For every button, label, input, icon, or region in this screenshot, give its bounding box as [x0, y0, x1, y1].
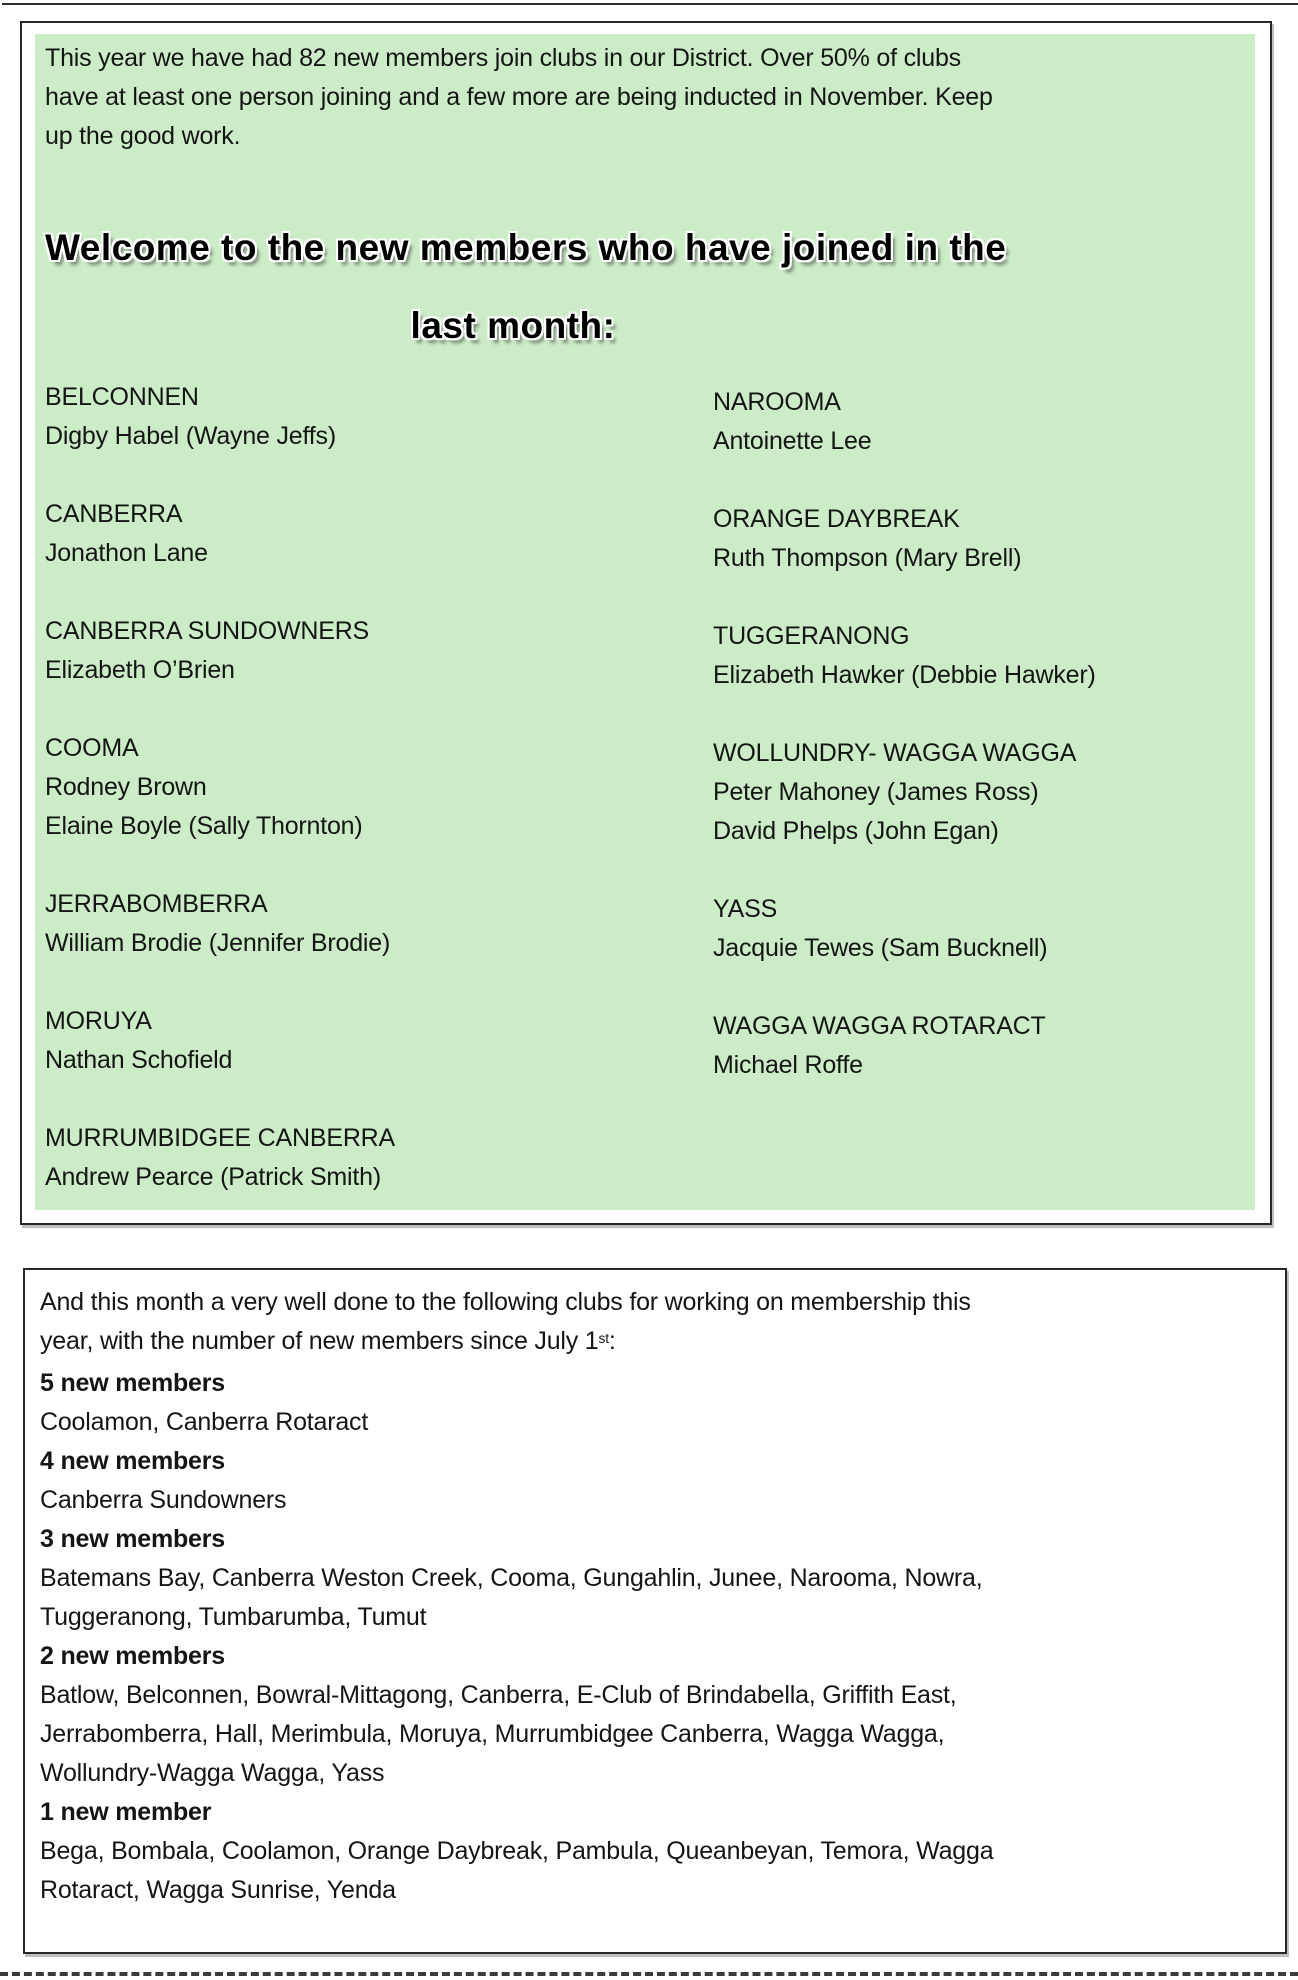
member-name: Elizabeth O’Brien	[45, 656, 235, 684]
club-entry	[713, 383, 1273, 461]
membership-group	[40, 1520, 1270, 1637]
group-clubs-line: Bega, Bombala, Coolamon, Orange Daybreak, Pambula, Queanbeyan, Temora, Wagga	[40, 1837, 994, 1865]
new-members-columns	[45, 378, 1255, 1210]
superscript-st: st	[598, 1330, 609, 1346]
club-name: ORANGE DAYBREAK	[713, 505, 960, 533]
welcome-box-background	[35, 34, 1255, 1210]
top-divider-line	[2, 3, 1298, 5]
group-heading: 1 new member	[40, 1798, 212, 1826]
member-name: Ruth Thompson (Mary Brell)	[713, 544, 1022, 572]
clubs-right-column	[713, 383, 1273, 1124]
club-entry	[713, 617, 1273, 695]
club-name: NAROOMA	[713, 388, 841, 416]
club-name: WOLLUNDRY- WAGGA WAGGA	[713, 739, 1077, 767]
group-clubs-line: Coolamon, Canberra Rotaract	[40, 1408, 369, 1436]
welcome-title-line: last month:	[410, 305, 616, 346]
member-name: Peter Mahoney (James Ross)	[713, 778, 1039, 806]
group-clubs-line: Rotaract, Wagga Sunrise, Yenda	[40, 1876, 396, 1904]
summary-intro-line2-colon: :	[608, 1327, 616, 1355]
club-entry	[713, 734, 1273, 851]
membership-group	[40, 1442, 1270, 1520]
group-heading: 5 new members	[40, 1369, 225, 1397]
member-name: Rodney Brown	[45, 773, 207, 801]
member-name: David Phelps (John Egan)	[713, 817, 999, 845]
club-entry	[713, 500, 1273, 578]
membership-group	[40, 1793, 1270, 1910]
club-name: COOMA	[45, 734, 139, 762]
club-entry	[713, 1007, 1273, 1085]
club-name: BELCONNEN	[45, 383, 199, 411]
club-name: JERRABOMBERRA	[45, 890, 268, 918]
group-clubs-line: Wollundry-Wagga Wagga, Yass	[40, 1759, 385, 1787]
welcome-title	[45, 209, 1007, 365]
membership-group	[40, 1637, 1270, 1793]
club-entry	[45, 1002, 705, 1080]
summary-intro-line2	[40, 1322, 1270, 1364]
welcome-title-line: Welcome to the new members who have joined in the	[45, 227, 1007, 268]
intro-line: have at least one person joining and a few more are being inducted in November. Keep	[45, 83, 993, 111]
club-name: CANBERRA SUNDOWNERS	[45, 617, 370, 645]
group-clubs-line: Tuggeranong, Tumbarumba, Tumut	[40, 1603, 427, 1631]
club-name: TUGGERANONG	[713, 622, 910, 650]
club-entry	[713, 890, 1273, 968]
member-name: Andrew Pearce (Patrick Smith)	[45, 1163, 381, 1191]
group-heading: 3 new members	[40, 1525, 225, 1553]
clubs-left-column	[45, 378, 705, 1236]
member-name: Elaine Boyle (Sally Thornton)	[45, 812, 363, 840]
group-clubs-line: Batemans Bay, Canberra Weston Creek, Cooma, Gungahlin, Junee, Narooma, Nowra,	[40, 1564, 983, 1592]
group-clubs-line: Jerrabomberra, Hall, Merimbula, Moruya, Murrumbidgee Canberra, Wagga Wagga,	[40, 1720, 945, 1748]
member-name: Michael Roffe	[713, 1051, 863, 1079]
club-entry	[45, 378, 705, 456]
member-name: Digby Habel (Wayne Jeffs)	[45, 422, 336, 450]
club-name: MURRUMBIDGEE CANBERRA	[45, 1124, 395, 1152]
group-clubs-line: Batlow, Belconnen, Bowral-Mittagong, Canberra, E-Club of Brindabella, Griffith East,	[40, 1681, 957, 1709]
member-name: Elizabeth Hawker (Debbie Hawker)	[713, 661, 1096, 689]
intro-line: This year we have had 82 new members join clubs in our District. Over 50% of clubs	[45, 44, 961, 72]
club-entry	[45, 729, 705, 846]
club-name: CANBERRA	[45, 500, 183, 528]
bottom-divider-line	[0, 1972, 1298, 1976]
intro-paragraph	[45, 39, 993, 156]
welcome-box	[20, 21, 1272, 1225]
membership-groups	[40, 1364, 1270, 1910]
member-name: Antoinette Lee	[713, 427, 872, 455]
member-name: William Brodie (Jennifer Brodie)	[45, 929, 391, 957]
club-entry	[45, 612, 705, 690]
member-name: Nathan Schofield	[45, 1046, 233, 1074]
summary-intro-line2-text: year, with the number of new members since July 1	[40, 1327, 599, 1355]
intro-line: up the good work.	[45, 122, 241, 150]
club-entry	[45, 495, 705, 573]
group-heading: 4 new members	[40, 1447, 225, 1475]
member-name: Jacquie Tewes (Sam Bucknell)	[713, 934, 1048, 962]
summary-intro-line1: And this month a very well done to the following clubs for working on membership this	[40, 1288, 971, 1316]
membership-summary-box	[23, 1268, 1287, 1954]
club-name: WAGGA WAGGA ROTARACT	[713, 1012, 1046, 1040]
club-name: MORUYA	[45, 1007, 152, 1035]
club-entry	[45, 885, 705, 963]
group-clubs-line: Canberra Sundowners	[40, 1486, 287, 1514]
group-heading: 2 new members	[40, 1642, 225, 1670]
membership-group	[40, 1364, 1270, 1442]
club-name: YASS	[713, 895, 778, 923]
club-entry	[45, 1119, 705, 1197]
member-name: Jonathon Lane	[45, 539, 208, 567]
